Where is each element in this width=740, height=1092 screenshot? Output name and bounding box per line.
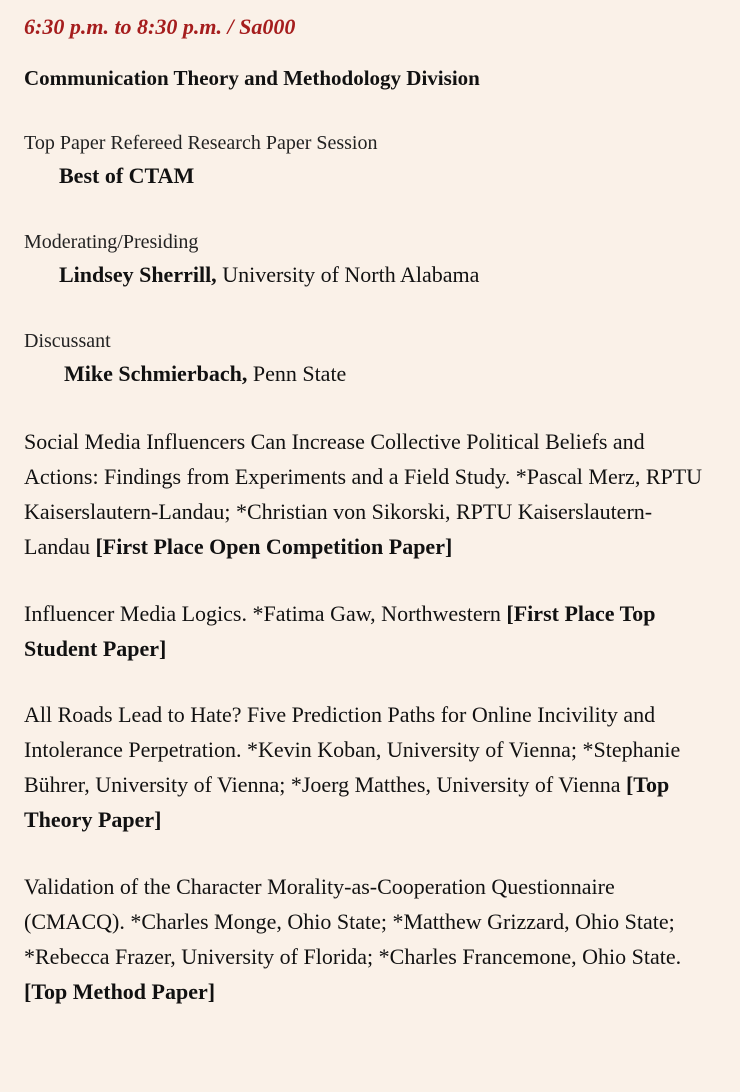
division-name: Communication Theory and Methodology Division [24, 66, 480, 90]
paper-entry [24, 424, 714, 564]
session-type-label: Top Paper Refereed Research Paper Session [24, 132, 378, 154]
discussant-affiliation: Penn State [247, 361, 347, 386]
paper-entry [24, 869, 714, 1009]
paper-citation: All Roads Lead to Hate? Five Prediction Paths for Online Incivility and Intolerance Perpetration. *Kevin Koban, University of Vienna; *Stephanie Bührer, University of Vienna; *Joerg Matthes, University of Vienna [24, 702, 681, 797]
paper-citation: Influencer Media Logics. *Fatima Gaw, Northwestern [24, 601, 507, 626]
paper-entry [24, 596, 714, 666]
discussant-entry [64, 359, 346, 389]
paper-award: [Top Method Paper] [24, 979, 216, 1004]
paper-award: [First Place Top Student Paper] [24, 601, 656, 661]
moderator-name: Lindsey Sherrill, [59, 262, 217, 287]
paper-citation: Validation of the Character Morality-as-Cooperation Questionnaire (CMACQ). *Charles Monge, Ohio State; *Matthew Grizzard, Ohio State; *Rebecca Frazer, University of Florida; *Charles Francemone, Ohio State. [24, 874, 682, 969]
moderator-entry [59, 260, 479, 290]
discussant-label: Discussant [24, 330, 111, 352]
session-time-room: 6:30 p.m. to 8:30 p.m. / Sa000 [24, 14, 296, 39]
discussant-name: Mike Schmierbach, [64, 361, 248, 386]
moderator-label: Moderating/Presiding [24, 231, 199, 253]
paper-award: [Top Theory Paper] [24, 772, 670, 832]
paper-citation: Social Media Influencers Can Increase Collective Political Beliefs and Actions: Findings from Experiments and a Field Study. *Pascal Merz, RPTU Kaiserslautern-Landau; *Christian von Sikorski, RPTU Kaiserslautern-Landau [24, 429, 703, 559]
moderator-affiliation: University of North Alabama [216, 262, 480, 287]
session-title: Best of CTAM [59, 163, 195, 188]
paper-award: [First Place Open Competition Paper] [95, 534, 453, 559]
paper-entry [24, 697, 714, 837]
